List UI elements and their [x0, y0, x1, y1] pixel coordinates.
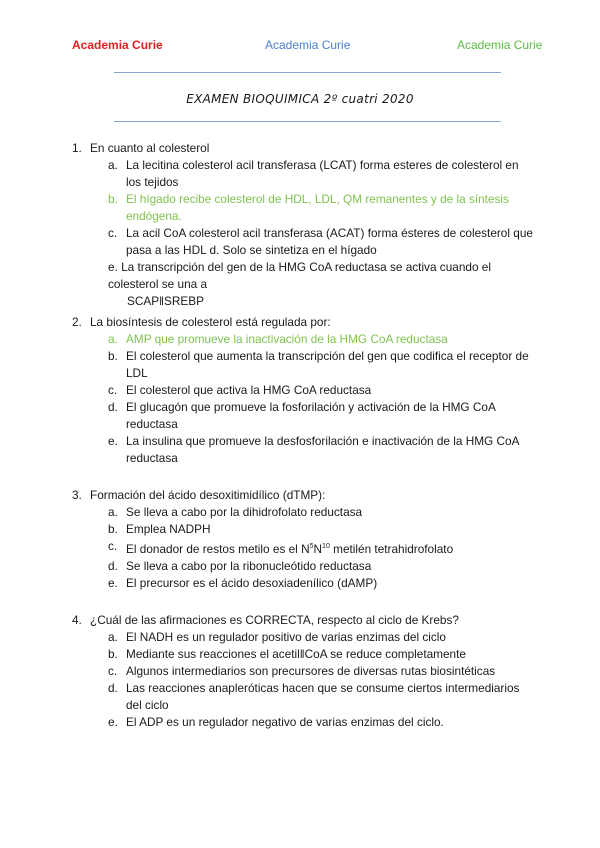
question-text: En cuanto al colesterol [90, 141, 210, 155]
q4-option-e: e. El ADP es un regulador negativo de varias enzimas del ciclo. [108, 714, 444, 729]
q2-option-a-correct: a. AMP que promueve la inactivación de la HMG CoA reductasa [108, 332, 448, 346]
q1-option-c: c. La acil CoA colesterol acil transferasa (ACAT) forma ésteres de colesterol que pasa a las HDL d. Solo se sintetiza en el hígado [108, 226, 533, 257]
q3-option-c: c. El donador de restos metilo es el $N^5N^{10}$ metilén tetrahidrofolato [108, 539, 454, 556]
q1-option-b-correct: b. El hígado recibe colesterol de HDL, LDL, QM remanentes y de la síntesis endógena. [108, 192, 509, 223]
q3-option-b: b. Emplea NADPH [108, 522, 211, 536]
q2-option-b: b. El colesterol que aumenta la transcripción del gen que codifica el receptor de LDL [108, 349, 529, 380]
q1-option-a: a. La lecitina colesterol acil transferasa (LCAT) forma esteres de colesterol en los tejidos [108, 158, 519, 189]
q3-option-e: e. El precursor es el ácido desoxiadenílico (dAMP) [108, 575, 378, 590]
question-1 [72, 140, 510, 157]
q3-option-d: d. Se lleva a cabo por la ribonucleótido reductasa [108, 558, 372, 573]
q1-option-e-continuation: SCAP‖SREBP [127, 294, 204, 308]
exam-questions [0, 140, 600, 731]
q2-option-e: e. La insulina que promueve la desfosforilación e inactivación de la HMG CoA reductasa [108, 434, 519, 465]
question-number: 2. [72, 315, 82, 329]
q4-option-b: b. Mediante sus reacciones el acetil‖CoA se reduce completamente [108, 646, 466, 661]
question-number: 3. [72, 488, 82, 502]
page-title: EXAMEN BIOQUIMICA 2º cuatri 2020 [186, 92, 414, 106]
question-text: Formación del ácido desoxitimidílico (dTMP): [90, 488, 326, 502]
question-number: 1. [72, 141, 82, 155]
question-3 [72, 487, 510, 504]
q4-option-c: c. Algunos intermediarios son precursores de diversas rutas biosintéticas [108, 663, 496, 678]
page-header [0, 38, 600, 54]
q2-option-c: c. El colesterol que activa la HMG CoA reductasa [108, 383, 372, 397]
q3-option-a: a. Se lleva a cabo por la dihidrofolato reductasa [108, 505, 363, 519]
title-rule-bottom [114, 121, 501, 122]
question-text: ¿Cuál de las afirmaciones es CORRECTA, respecto al ciclo de Krebs? [90, 612, 459, 627]
header-brand-right: Academia Curie [457, 38, 543, 52]
q2-option-d: d. El glucagón que promueve la fosforilación y activación de la HMG CoA reductasa [108, 400, 496, 431]
q4-option-d: d. Las reacciones anapleróticas hacen que se consume ciertos intermediarios del ciclo [108, 680, 520, 712]
header-brand-center: Academia Curie [265, 38, 351, 52]
question-number: 4. [72, 612, 82, 627]
q4-option-a: a. El NADH es un regulador positivo de varias enzimas del ciclo [108, 629, 446, 644]
question-4 [72, 612, 510, 629]
question-text: La biosíntesis de colesterol está regulada por: [90, 315, 331, 329]
header-brand-left: Academia Curie [72, 38, 163, 52]
q1-option-e: e. La transcripción del gen de la HMG CoA reductasa se activa cuando el colesterol se una a [108, 260, 491, 291]
question-2 [72, 314, 510, 331]
title-rule-top [114, 72, 501, 73]
